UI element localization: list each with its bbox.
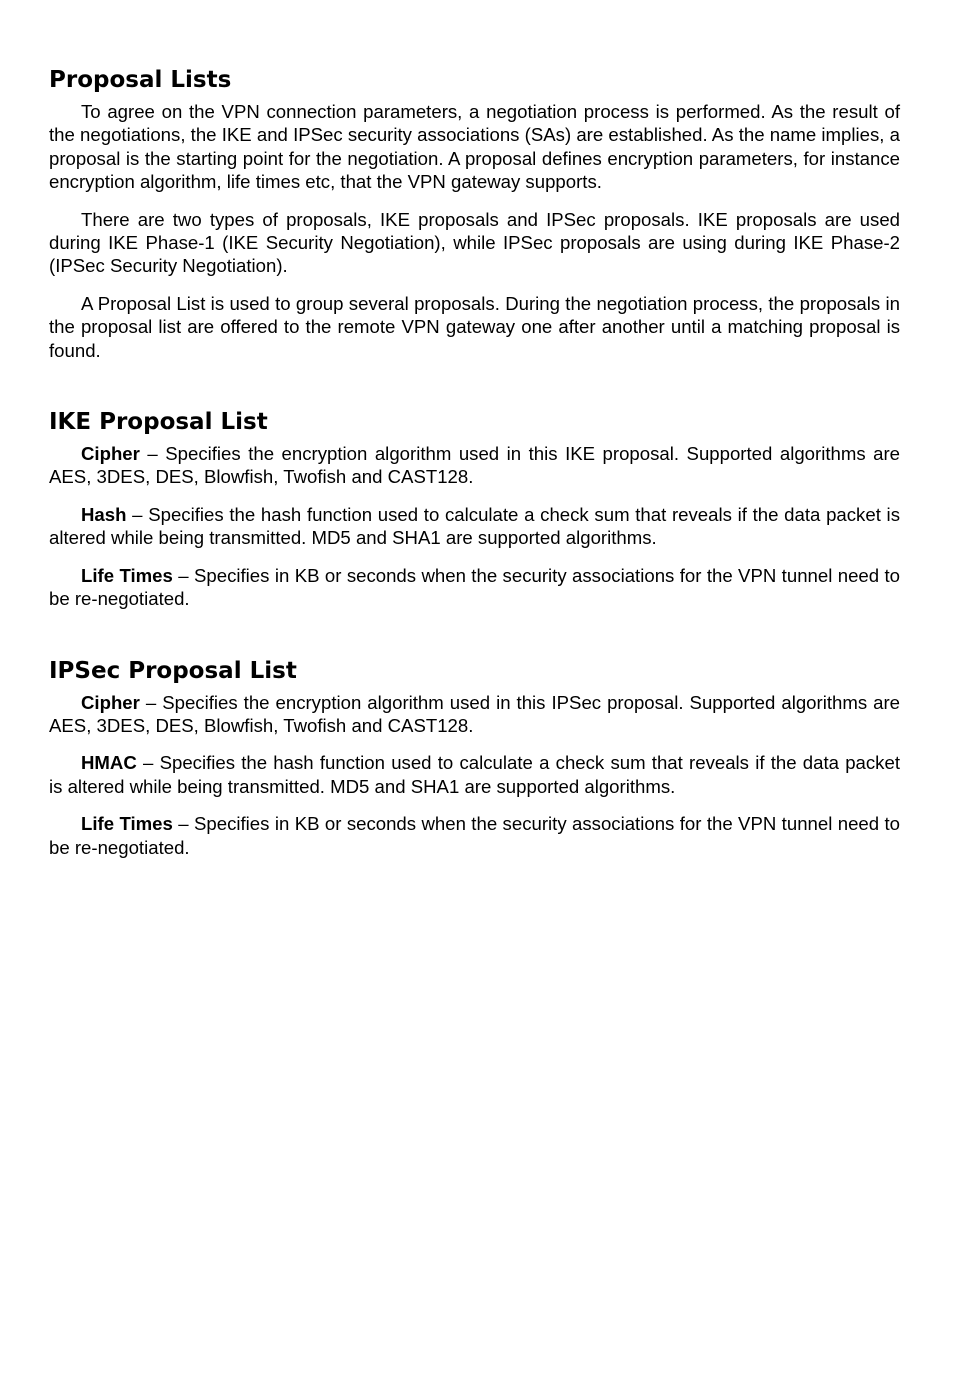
document-page	[49, 64, 900, 859]
term-label: Cipher	[81, 443, 140, 465]
paragraph-text: – Specifies the encryption algorithm used in this IKE proposal. Supported algorithms are AES, 3DES, DES, Blowfish, Twofish and CAST128.	[49, 443, 900, 488]
paragraph-text: A Proposal List is used to group several proposals. During the negotiation process, the proposals in the proposal list are offered to the remote VPN gateway one after another until a matching proposal is found.	[49, 292, 900, 361]
paragraph	[49, 812, 900, 859]
paragraph	[49, 691, 900, 738]
paragraph	[49, 751, 900, 798]
paragraph-text: – Specifies in KB or seconds when the security associations for the VPN tunnel need to be re-negotiated.	[49, 813, 901, 858]
term-label: HMAC	[81, 752, 137, 774]
section-heading: IPSec Proposal List	[49, 657, 297, 684]
term-label: Hash	[81, 503, 127, 525]
paragraph-text: – Specifies in KB or seconds when the security associations for the VPN tunnel need to be re-negotiated.	[49, 564, 901, 610]
section-ipsec-proposal-list	[49, 655, 900, 859]
paragraph-text: There are two types of proposals, IKE proposals and IPSec proposals. IKE proposals are used during IKE Phase-1 (IKE Security Negotiation), while IPSec proposals are using during IKE Phase-2 (IPSec Security Negotiation).	[49, 208, 900, 277]
paragraph	[49, 503, 900, 550]
paragraph-text: – Specifies the hash function used to calculate a check sum that reveals if the data packet is altered while being transmitted. MD5 and SHA1 are supported algorithms.	[49, 752, 900, 797]
paragraph	[49, 442, 900, 489]
section-ike-proposal-list	[49, 406, 900, 610]
term-label: Life Times	[81, 564, 173, 586]
paragraph-text: To agree on the VPN connection parameters, a negotiation process is performed. As the result of the negotiations, the IKE and IPSec security associations (SAs) are established. As the name implies, a proposal is the starting point for the negotiation. A proposal defines encryption parameters, for instance encryption algorithm, life times etc, that the VPN gateway supports.	[49, 101, 900, 193]
paragraph	[49, 208, 900, 278]
paragraph	[49, 564, 900, 611]
paragraph-text: – Specifies the encryption algorithm used in this IPSec proposal. Supported algorithms are AES, 3DES, DES, Blowfish, Twofish and CAST128.	[49, 691, 900, 736]
paragraph-text: – Specifies the hash function used to calculate a check sum that reveals if the data packet is altered while being transmitted. MD5 and SHA1 are supported algorithms.	[49, 503, 900, 549]
paragraph	[49, 100, 900, 194]
paragraph	[49, 292, 900, 362]
term-label: Life Times	[81, 813, 173, 835]
section-heading: Proposal Lists	[49, 67, 232, 93]
term-label: Cipher	[81, 691, 140, 713]
section-proposal-lists	[49, 64, 900, 362]
section-heading: IKE Proposal List	[49, 409, 268, 436]
